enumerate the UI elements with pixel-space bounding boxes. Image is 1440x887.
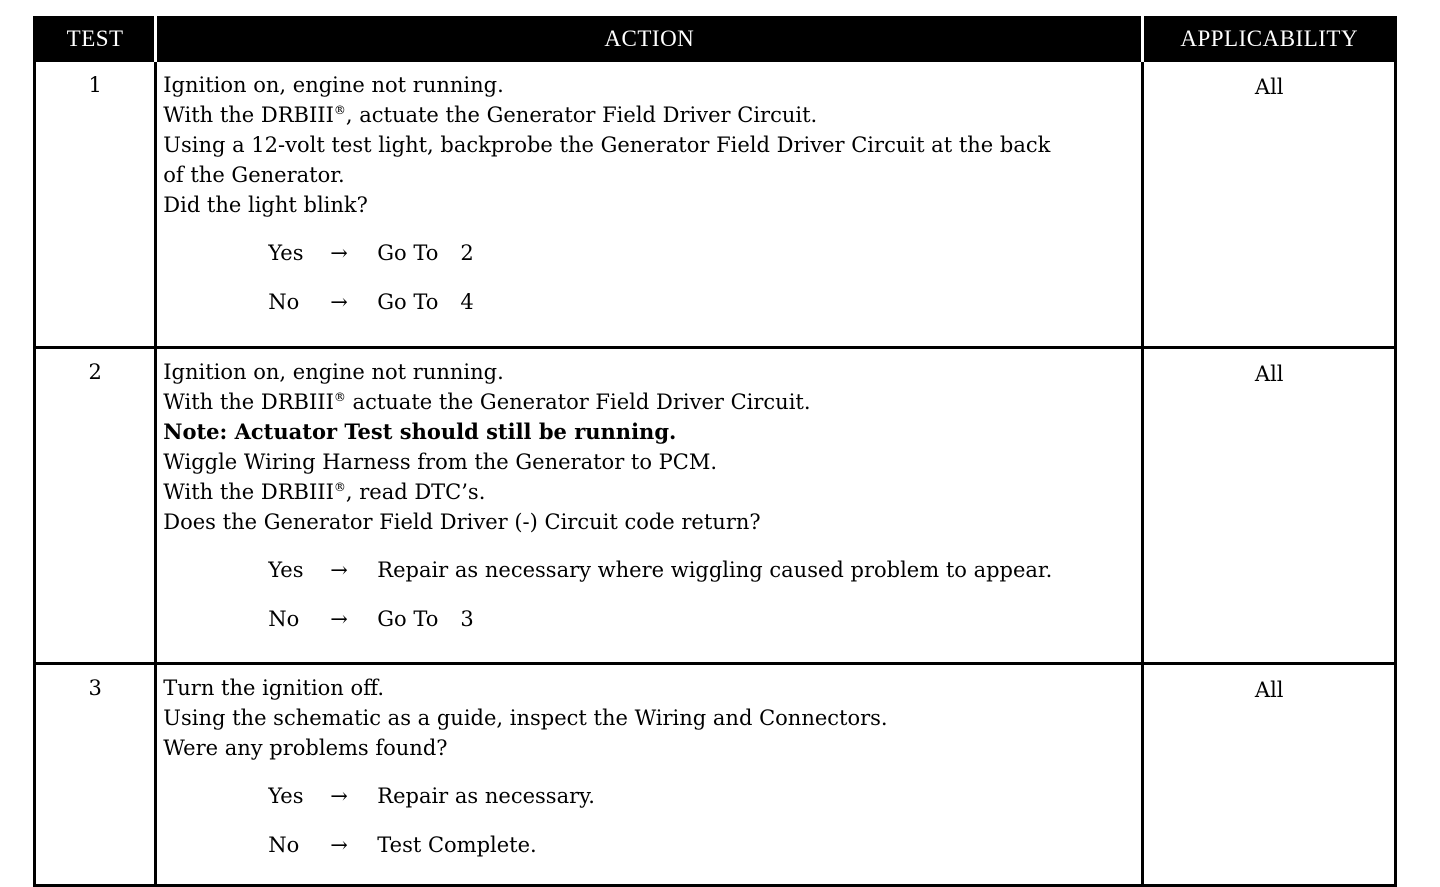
- action-line: With the DRBIII®, actuate the Generator Field Driver Circuit.: [163, 103, 818, 127]
- action-line: Did the light blink?: [163, 193, 368, 217]
- answer-label: No: [268, 290, 300, 314]
- header-test: TEST: [35, 18, 156, 61]
- table-row: [35, 664, 1396, 886]
- applicability-value: All: [1143, 664, 1396, 886]
- answer-label: Yes: [268, 241, 304, 265]
- action-line: With the DRBIII® actuate the Generator Field Driver Circuit.: [163, 390, 811, 414]
- action-line: of the Generator.: [163, 163, 345, 187]
- answer-text: Repair as necessary where wiggling caused problem to appear.: [377, 558, 1053, 582]
- answer-list: [163, 238, 1135, 321]
- action-line: Using a 12-volt test light, backprobe the Generator Field Driver Circuit at the back: [163, 133, 1051, 157]
- header-action: ACTION: [156, 18, 1143, 61]
- arrow-right-icon: →: [330, 290, 348, 314]
- answer-yes: [268, 781, 1135, 830]
- answer-text: Test Complete.: [377, 833, 537, 857]
- action-line: With the DRBIII®, read DTC’s.: [163, 480, 486, 504]
- answer-yes: [268, 238, 1135, 287]
- table-header-row: [35, 18, 1396, 61]
- action-cell: [156, 348, 1143, 664]
- answer-yes: [268, 555, 1135, 604]
- answer-text: Go To: [377, 241, 439, 265]
- diagnostic-test-table: [33, 16, 1397, 887]
- answer-label: Yes: [268, 558, 304, 582]
- answer-no: [268, 830, 1135, 864]
- action-line: Using the schematic as a guide, inspect the Wiring and Connectors.: [163, 706, 888, 730]
- action-line: Ignition on, engine not running.: [163, 73, 504, 97]
- action-line: Ignition on, engine not running.: [163, 360, 504, 384]
- answer-target: 2: [460, 241, 474, 265]
- answer-list: [163, 781, 1135, 864]
- action-note: Note: Actuator Test should still be running.: [163, 419, 677, 444]
- action-line: Wiggle Wiring Harness from the Generator to PCM.: [163, 450, 718, 474]
- arrow-right-icon: →: [330, 784, 348, 808]
- answer-target: 3: [460, 607, 474, 631]
- applicability-value: All: [1143, 348, 1396, 664]
- arrow-right-icon: →: [330, 833, 348, 857]
- header-applicability: APPLICABILITY: [1143, 18, 1396, 61]
- answer-text: Go To: [377, 607, 439, 631]
- answer-text: Go To: [377, 290, 439, 314]
- action-cell: [156, 61, 1143, 348]
- arrow-right-icon: →: [330, 241, 348, 265]
- action-line: Turn the ignition off.: [163, 676, 384, 700]
- test-number: 3: [35, 664, 156, 886]
- applicability-value: All: [1143, 61, 1396, 348]
- answer-no: [268, 287, 1135, 321]
- answer-no: [268, 604, 1135, 638]
- answer-target: 4: [460, 290, 474, 314]
- action-line: Does the Generator Field Driver (-) Circuit code return?: [163, 510, 761, 534]
- answer-list: [163, 555, 1135, 638]
- action-cell: [156, 664, 1143, 886]
- test-number: 1: [35, 61, 156, 348]
- answer-label: Yes: [268, 784, 304, 808]
- arrow-right-icon: →: [330, 558, 348, 582]
- table-row: [35, 348, 1396, 664]
- test-number: 2: [35, 348, 156, 664]
- answer-text: Repair as necessary.: [377, 784, 595, 808]
- table-row: [35, 61, 1396, 348]
- answer-label: No: [268, 833, 300, 857]
- action-line: Were any problems found?: [163, 736, 448, 760]
- arrow-right-icon: →: [330, 607, 348, 631]
- answer-label: No: [268, 607, 300, 631]
